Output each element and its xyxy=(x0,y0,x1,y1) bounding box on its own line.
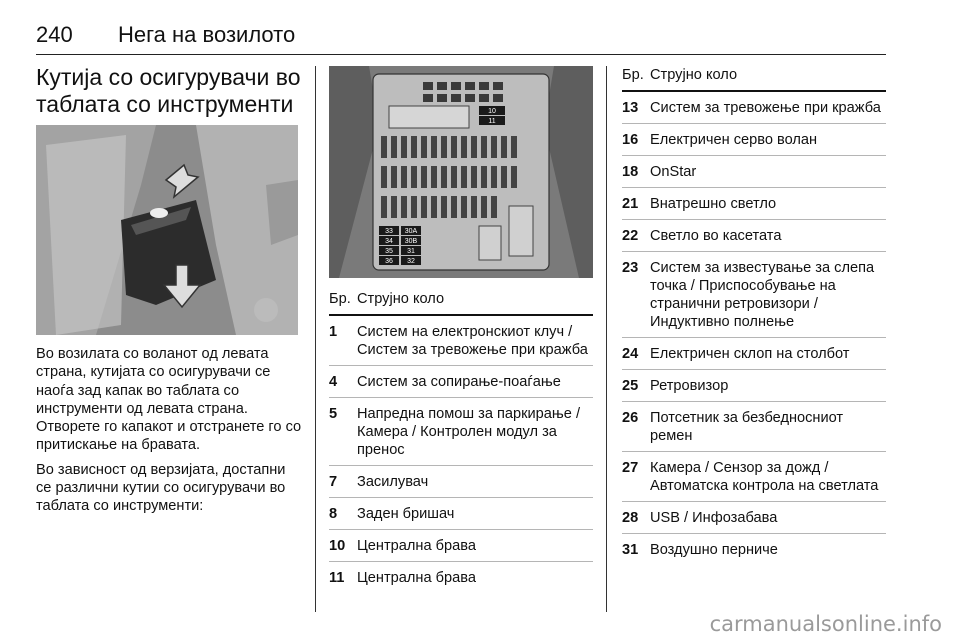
table-row: 5 Напредна помош за паркирање / Камера / Контролен модул за пренос xyxy=(329,398,593,466)
dashboard-cover-photo xyxy=(36,125,298,335)
table-header xyxy=(622,66,886,92)
fuse-label: 34 xyxy=(385,238,393,245)
table-row: 21 Внатрешно светло xyxy=(622,188,886,220)
header-circuit: Струјно коло xyxy=(650,67,738,83)
fuse-label: 31 xyxy=(407,248,415,255)
paragraph: Во зависност од верзијата, достапни се различни кутии со осигурувачи во таблата со инструменти: xyxy=(36,461,286,515)
table-row: 26 Потсетник за безбедносниот ремен xyxy=(622,402,886,452)
page-number: 240 xyxy=(36,22,73,47)
table-row: 25 Ретровизор xyxy=(622,370,886,402)
table-row: 27 Камера / Сензор за дожд / Автоматска контрола на светлата xyxy=(622,452,886,502)
table-header xyxy=(329,290,593,316)
fuse-label: 33 xyxy=(385,228,393,235)
table-row: 18 OnStar xyxy=(622,156,886,188)
table-row: 31 Воздушно перниче xyxy=(622,542,778,558)
table-row: 23 Систем за известување за слепа точка / Приспособување на странични ретровизори / Индуктивно полнење xyxy=(622,252,886,338)
table-row: 8 Заден бришач xyxy=(329,498,593,530)
page-header xyxy=(36,22,886,55)
table-row: 4 Систем за сопирање-поаѓање xyxy=(329,366,593,398)
paragraph: Во возилата со воланот од левата страна, кутијата со осигурувачи се наоѓа зад капак во таблата со инструменти од левата страна. Отворете го капакот и отстранете го со притискање на бравата. xyxy=(36,346,302,454)
fuse-label: 30B xyxy=(404,238,418,245)
table-row: 16 Електричен серво волан xyxy=(622,124,886,156)
fuse-label: 10 xyxy=(488,108,496,115)
circuit-table-left xyxy=(329,290,593,593)
column-divider xyxy=(606,66,607,612)
running-title: Нега на возилото xyxy=(118,22,296,47)
table-row: 24 Електричен склоп на столбот xyxy=(622,338,886,370)
watermark: carmanualsonline.info xyxy=(709,612,942,636)
circuit-table-right xyxy=(622,66,886,565)
table-row: 11 Централна брава xyxy=(329,570,476,586)
fuse-label: 36 xyxy=(385,258,393,265)
table-row: 7 Засилувач xyxy=(329,466,593,498)
header-circuit: Струјно коло xyxy=(357,291,445,307)
fuse-label: 11 xyxy=(488,118,496,125)
table-row: 1 Систем на електронскиот клуч / Систем за тревожење при кражба xyxy=(329,316,593,366)
body-text xyxy=(36,345,304,522)
fuse-label: 30A xyxy=(404,228,418,235)
table-row: 10 Централна брава xyxy=(329,530,593,562)
table-row: 13 Систем за тревожење при кражба xyxy=(622,92,886,124)
table-row: 22 Светло во касетата xyxy=(622,220,886,252)
header-number: Бр. xyxy=(622,67,644,83)
column-divider xyxy=(315,66,316,612)
header-number: Бр. xyxy=(329,291,351,307)
fuse-label: 32 xyxy=(407,258,415,265)
fuse-label: 35 xyxy=(385,248,393,255)
fuse-box-illustration xyxy=(329,66,593,278)
table-row: 28 USB / Инфозабава xyxy=(622,502,886,534)
section-title: Кутија со осигурувачи во таблата со инструменти xyxy=(36,64,301,117)
